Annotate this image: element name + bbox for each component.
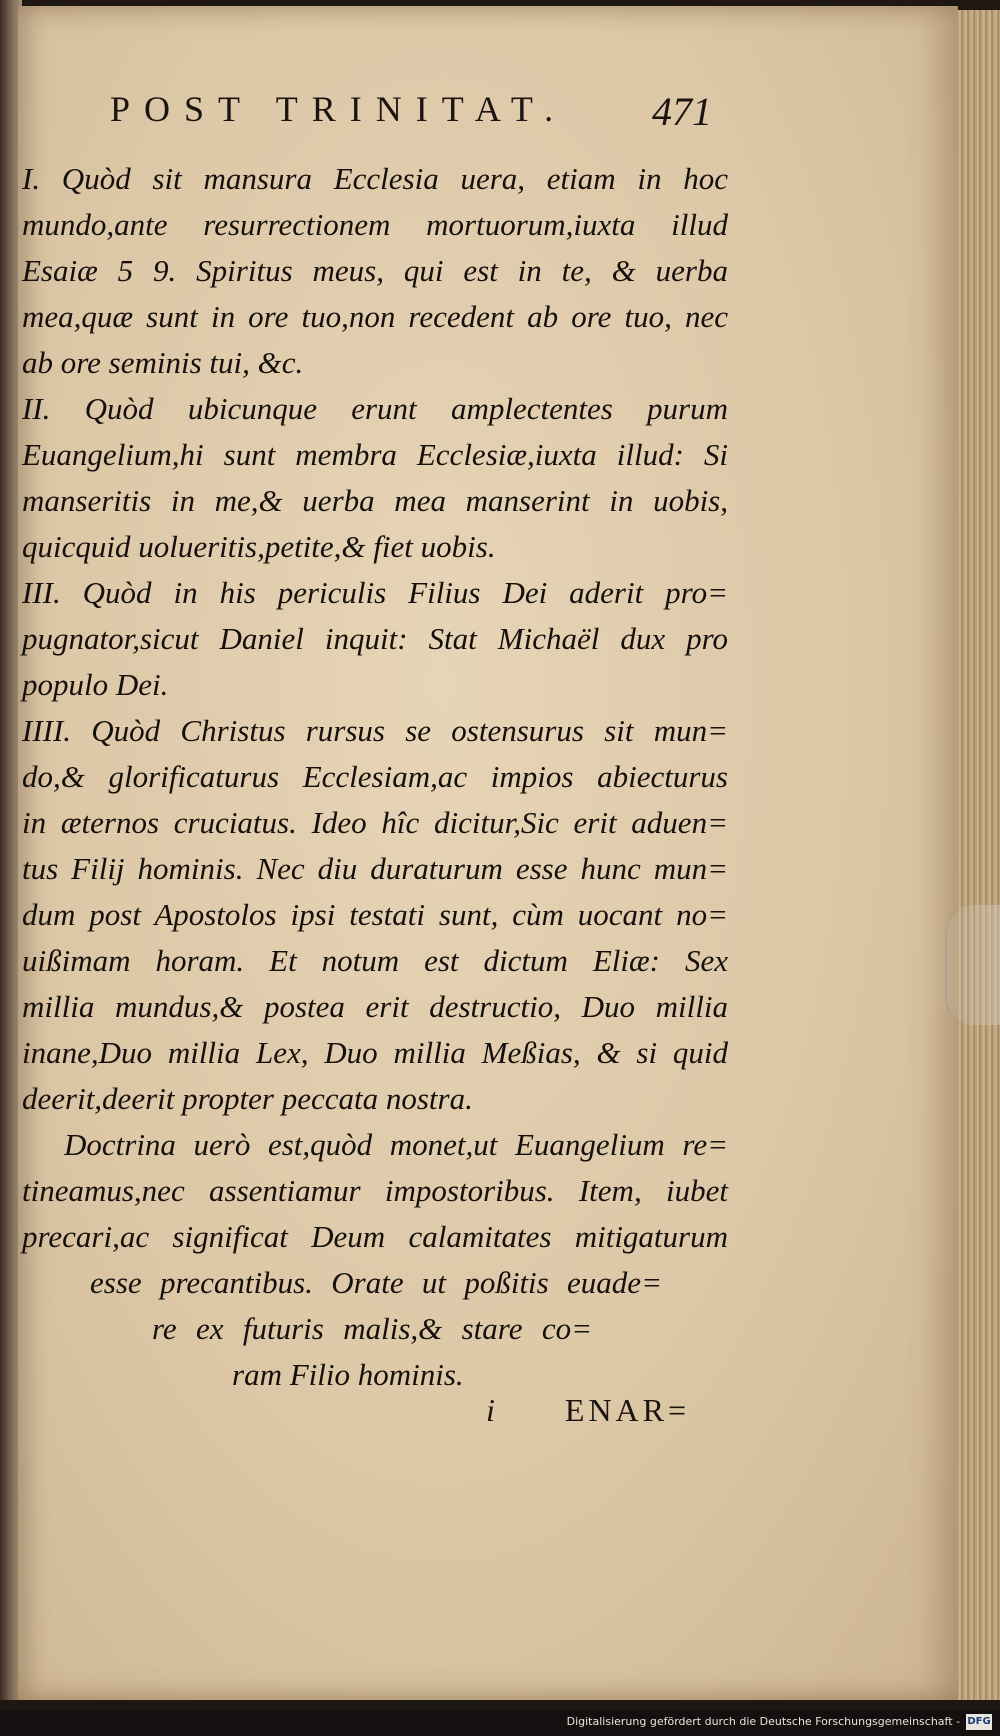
text-line: tus Filij hominis. Nec diu duraturum esse hunc mun=	[22, 851, 728, 886]
book-foredge	[958, 10, 1000, 1700]
text-line: Euangelium,hi sunt membra Ecclesiæ,iuxta illud: Si	[22, 437, 728, 472]
signature-mark: i	[486, 1392, 495, 1428]
text-line: III. Quòd in his periculis Filius Dei aderit pro=	[22, 575, 728, 610]
text-line: II. Quòd ubicunque erunt amplectentes purum	[22, 391, 728, 426]
text-line: do,& glorificaturus Ecclesiam,ac impios abiecturus	[22, 759, 728, 794]
catchword: ENAR=	[564, 1392, 691, 1428]
body-text	[22, 156, 728, 1398]
text-line: ram Filio hominis.	[232, 1357, 464, 1392]
footer-credit: Digitalisierung gefördert durch die Deutsche Forschungsgemeinschaft -	[566, 1715, 960, 1728]
text-line: I. Quòd sit mansura Ecclesia uera, etiam in hoc	[22, 161, 728, 196]
text-line: esse precantibus. Orate ut poßitis euade=	[90, 1265, 662, 1300]
text-line: ab ore seminis tui, &c.	[22, 345, 304, 380]
text-line: mundo,ante resurrectionem mortuorum,iuxta illud	[22, 207, 728, 242]
text-line: tineamus,nec assentiamur impostoribus. Item, iubet	[22, 1173, 728, 1208]
catchword-line	[486, 1392, 726, 1429]
text-line: precari,ac significat Deum calamitates mitigaturum	[22, 1219, 728, 1254]
dfg-logo: DFG	[966, 1714, 992, 1730]
text-line: uißimam horam. Et notum est dictum Eliæ: Sex	[22, 943, 728, 978]
text-line: mea,quæ sunt in ore tuo,non recedent ab ore tuo, nec	[22, 299, 728, 334]
text-line: populo Dei.	[22, 667, 169, 702]
digitization-footer	[0, 1710, 1000, 1736]
text-line: IIII. Quòd Christus rursus se ostensurus sit mun=	[22, 713, 728, 748]
text-line: Esaiæ 5 9. Spiritus meus, qui est in te, & uerba	[22, 253, 728, 288]
text-line: millia mundus,& postea erit destructio, Duo millia	[22, 989, 728, 1024]
page-number: 471	[652, 89, 712, 134]
text-line: manseritis in me,& uerba mea manserint in uobis,	[22, 483, 728, 518]
text-line: deerit,deerit propter peccata nostra.	[22, 1081, 473, 1116]
text-line: dum post Apostolos ipsi testati sunt, cùm uocant no=	[22, 897, 728, 932]
page-clip-tab	[945, 905, 1000, 1025]
text-line: Doctrina uerò est,quòd monet,ut Euangelium re=	[64, 1127, 728, 1162]
text-line: pugnator,sicut Daniel inquit: Stat Michaël dux pro	[22, 621, 728, 656]
running-title: POST TRINITAT.	[110, 89, 568, 129]
text-line: inane,Duo millia Lex, Duo millia Meßias, & si quid	[22, 1035, 728, 1070]
text-line: quicquid uolueritis,petite,& fiet uobis.	[22, 529, 496, 564]
text-line: re ex futuris malis,& stare co=	[152, 1311, 592, 1346]
text-line: in æternos cruciatus. Ideo hîc dicitur,Sic erit aduen=	[22, 805, 728, 840]
